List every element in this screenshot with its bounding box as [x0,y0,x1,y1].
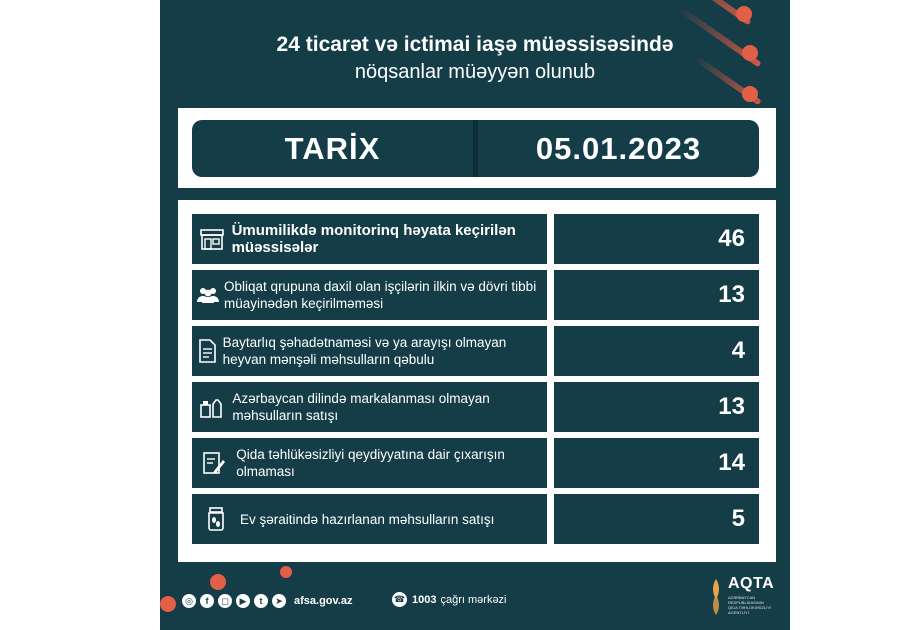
date-panel [178,108,776,188]
instagram-icon[interactable]: ◻ [218,594,232,608]
agency-logo [708,575,774,619]
logo-name: AQTA [728,575,775,592]
phone-icon: ☎ [392,592,407,607]
products-icon [192,382,232,432]
stat-value: 46 [554,214,759,264]
stat-row [192,214,759,264]
document-icon [192,326,223,376]
twitter-icon[interactable]: t [254,594,268,608]
stat-label: Ev şəraitində hazırlanan məhsulların satışı [240,511,495,527]
stat-value: 14 [554,438,759,488]
stat-label: Azərbaycan dilində markalanması olmayan məhsulların satışı [232,391,490,423]
page-subtitle: nöqsanlar müəyyən olunub [354,61,596,83]
stat-label: Qida təhlükəsizliyi qeydiyyatına dair çıxarışın olmaması [236,447,505,479]
form-edit-icon [192,438,236,488]
page-title: 24 ticarət və ictimai iaşə müəssisəsində [276,33,674,56]
stat-label: Obliqat qrupuna daxil olan işçilərin ilkin və dövri tibbi müayinədən keçirilməməsi [224,279,537,311]
stat-label: Baytarlıq şəhadətnaməsi və ya arayışı olmayan heyvan mənşəli məhsulların qəbulu [222,335,507,367]
date-value: 05.01.2023 [535,130,702,166]
stat-row [192,438,759,488]
stat-value: 13 [554,270,759,320]
stat-row [192,326,759,376]
hotline-label: çağrı mərkəzi [440,593,507,606]
hotline-number: 1003 [412,593,437,606]
date-bar [192,120,759,177]
wheat-icon [708,575,724,619]
people-icon [192,270,224,320]
date-label: TARİX [284,130,381,166]
logo-subtitle: AZƏRBAYCAN RESPUBLİKASININ QİDA TƏHLÜKƏSİZLİYİ AGENTLİYİ [728,595,772,615]
stat-value: 5 [554,494,759,544]
stat-row [192,270,759,320]
website-link[interactable]: afsa.gov.az [294,595,353,607]
stats-panel [178,200,776,562]
stat-row [192,494,759,544]
store-icon [192,214,232,264]
stat-label: Ümumilikdə monitorinq həyata keçirilən müəssisələr [231,222,516,256]
hotline [392,592,507,607]
stat-value: 4 [554,326,759,376]
web-icon[interactable]: ◎ [182,594,196,608]
stat-row [192,382,759,432]
jar-icon [192,494,240,544]
youtube-icon[interactable]: ▶ [236,594,250,608]
facebook-icon[interactable]: f [200,594,214,608]
footer-social [182,590,353,612]
telegram-icon[interactable]: ➤ [272,594,286,608]
infographic-poster [160,0,790,630]
stat-value: 13 [554,382,759,432]
